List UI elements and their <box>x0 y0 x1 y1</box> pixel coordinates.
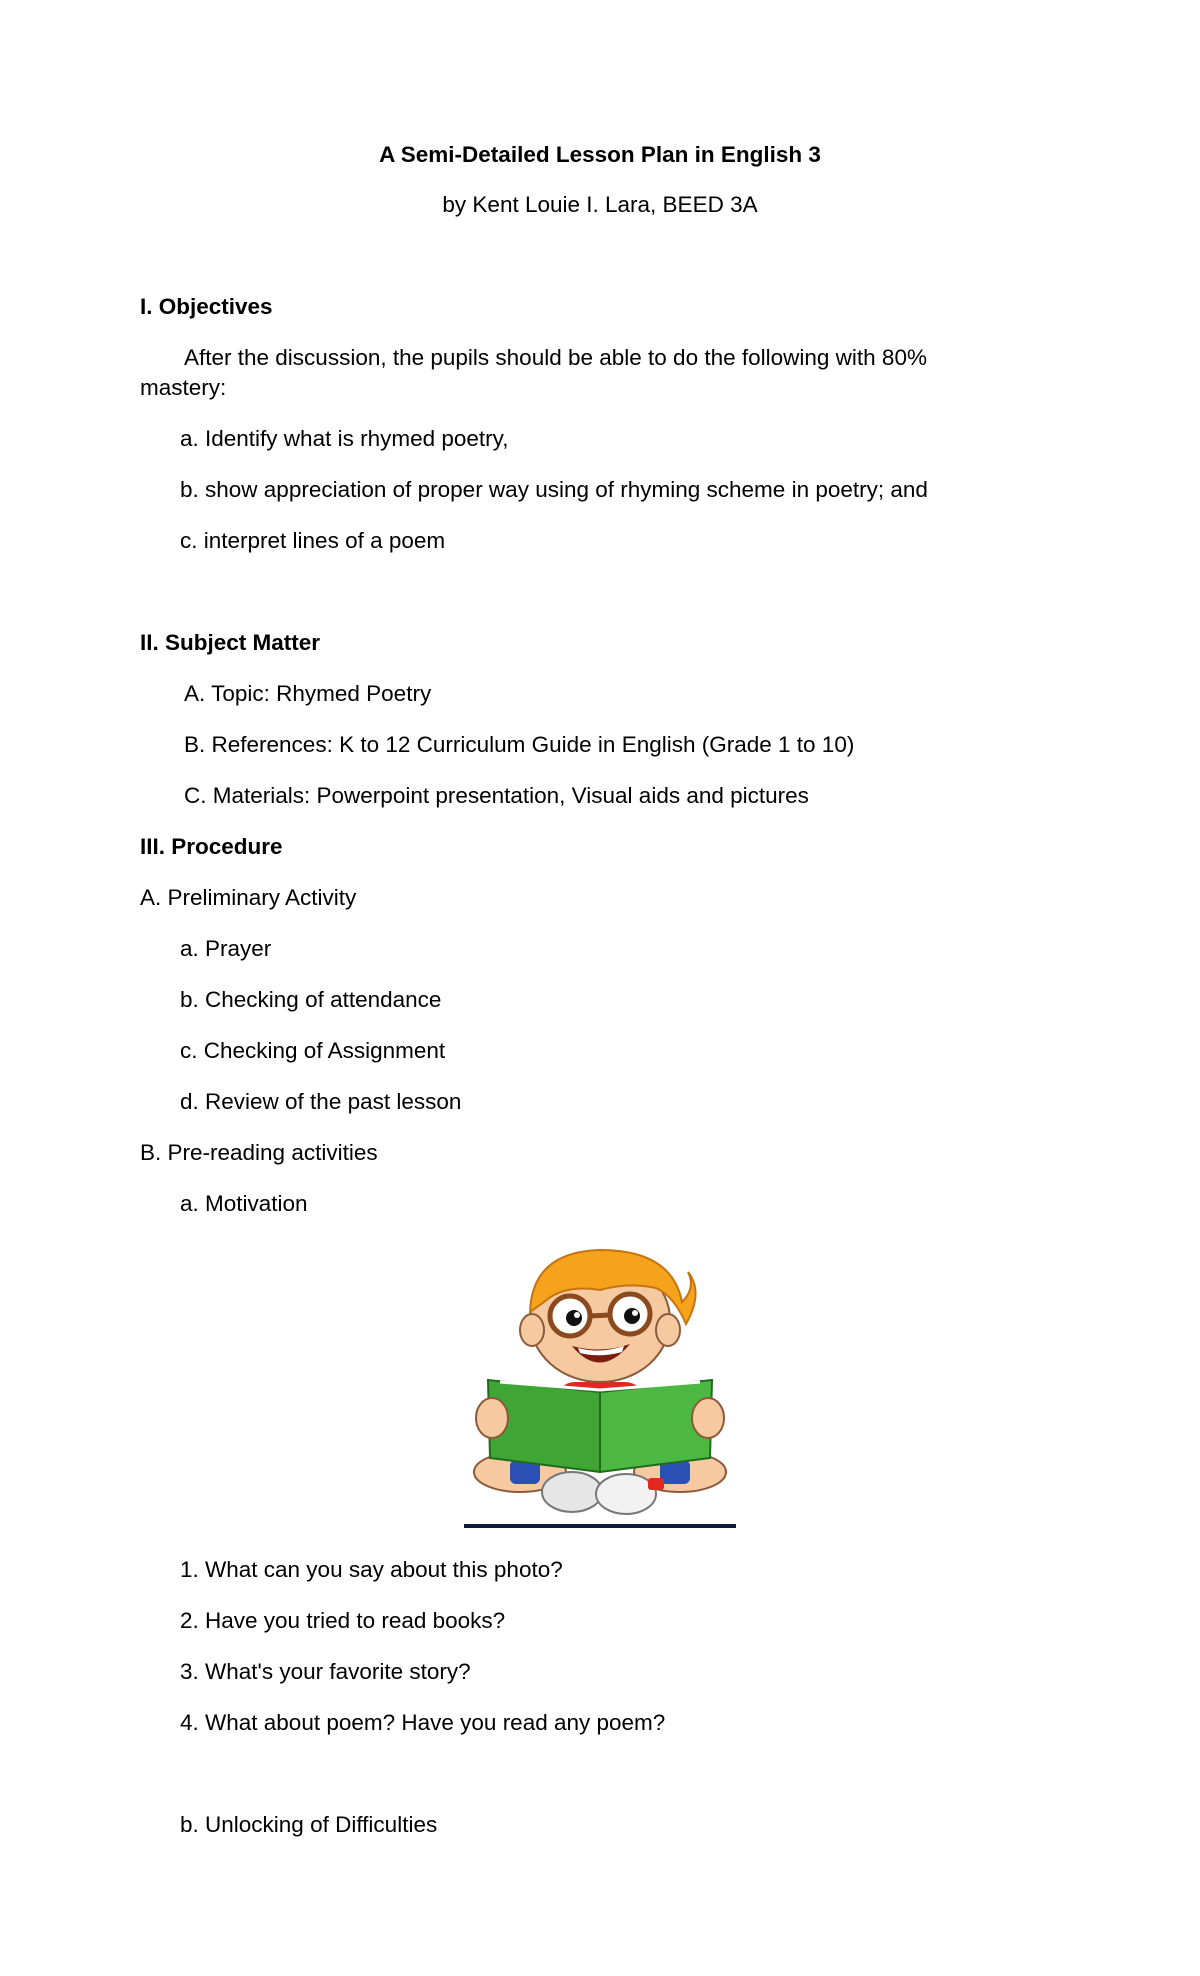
objectives-intro: After the discussion, the pupils should be able to do the following with 80% <box>184 345 927 370</box>
motivation-label: a. Motivation <box>180 1191 308 1216</box>
preliminary-item: b. Checking of attendance <box>180 987 442 1012</box>
objectives-intro-continued: mastery: <box>140 375 227 400</box>
preliminary-item: c. Checking of Assignment <box>180 1038 446 1063</box>
unlocking-difficulties-label: b. Unlocking of Difficulties <box>180 1812 438 1837</box>
objectives-heading: I. Objectives <box>140 294 273 319</box>
motivation-question: 3. What's your favorite story? <box>180 1659 471 1684</box>
subject-matter-item: B. References: K to 12 Curriculum Guide in English (Grade 1 to 10) <box>184 732 855 757</box>
preliminary-activity-heading: A. Preliminary Activity <box>140 885 357 910</box>
boy-reading-book-icon <box>460 1232 740 1532</box>
subject-matter-item: A. Topic: Rhymed Poetry <box>184 681 432 706</box>
motivation-question: 2. Have you tried to read books? <box>180 1608 506 1633</box>
preliminary-item: d. Review of the past lesson <box>180 1089 462 1114</box>
document-byline: by Kent Louie I. Lara, BEED 3A <box>442 192 758 217</box>
prereading-heading: B. Pre-reading activities <box>140 1140 378 1165</box>
objective-item: a. Identify what is rhymed poetry, <box>180 426 509 451</box>
motivation-question: 1. What can you say about this photo? <box>180 1557 563 1582</box>
document-title: A Semi-Detailed Lesson Plan in English 3 <box>379 142 821 167</box>
motivation-question: 4. What about poem? Have you read any poem? <box>180 1710 666 1735</box>
objective-item: c. interpret lines of a poem <box>180 528 446 553</box>
objective-item: b. show appreciation of proper way using of rhyming scheme in poetry; and <box>180 477 928 502</box>
subject-matter-item: C. Materials: Powerpoint presentation, Visual aids and pictures <box>184 783 809 808</box>
subject-matter-heading: II. Subject Matter <box>140 630 321 655</box>
preliminary-item: a. Prayer <box>180 936 272 961</box>
procedure-heading: III. Procedure <box>140 834 283 859</box>
